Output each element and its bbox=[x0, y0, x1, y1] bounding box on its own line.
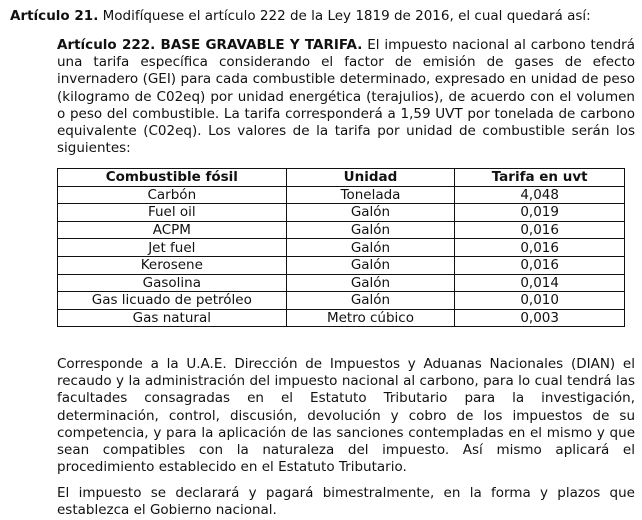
rate-cell: 0,016 bbox=[455, 221, 625, 239]
fuel-cell: Jet fuel bbox=[58, 239, 287, 257]
header-unit: Unidad bbox=[286, 169, 455, 187]
table-row bbox=[58, 292, 625, 310]
article-heading-text: Modifíquese el artículo 222 de la Ley 1819 de 2016, el cual quedará así: bbox=[98, 8, 591, 24]
fuel-cell: ACPM bbox=[58, 221, 287, 239]
unit-cell: Galón bbox=[286, 221, 455, 239]
article-number: Artículo 21. bbox=[10, 8, 99, 24]
unit-cell: Galón bbox=[286, 239, 455, 257]
header-rate: Tarifa en uvt bbox=[455, 169, 625, 187]
fuel-cell: Gas licuado de petróleo bbox=[58, 292, 287, 310]
rate-cell: 0,010 bbox=[455, 292, 625, 310]
header-fuel: Combustible fósil bbox=[58, 169, 287, 187]
rate-cell: 0,016 bbox=[455, 256, 625, 274]
tariff-table bbox=[57, 168, 625, 327]
table-row bbox=[58, 221, 625, 239]
table-row bbox=[58, 309, 625, 327]
rate-cell: 0,003 bbox=[455, 309, 625, 327]
unit-cell: Galón bbox=[286, 256, 455, 274]
rate-cell: 0,014 bbox=[455, 274, 625, 292]
fuel-cell: Carbón bbox=[58, 186, 287, 204]
dian-paragraph: Corresponde a la U.A.E. Dirección de Impuestos y Aduanas Nacionales (DIAN) el recaudo y la administración del impuesto nacional al carbono, para lo cual tendrá las facultades consagradas en el Estatuto Tributario para la investigación, determinación, control, discusión, devolución y cobro de los impuestos de su competencia, y para la aplicación de las sanciones contempladas en el mismo y que sean compatibles con la naturaleza del impuesto. Así mismo aplicará el procedimiento establecido en el Estatuto Tributario. bbox=[57, 356, 635, 476]
article-222-intro bbox=[57, 37, 635, 157]
article-222-text: El impuesto nacional al carbono tendrá una tarifa específica considerando el factor de emisión de gases de efecto invernadero (GEI) para cada combustible determinado, expresado en unidad de peso (kilogramo de C02eq) por unidad energética (terajulios), de acuerdo con el volumen o peso del combustible. La tarifa corresponderá a 1,59 UVT por tonelada de carbono equivalente (C02eq). Los valores de la tarifa por unidad de combustible serán los siguientes: bbox=[57, 37, 635, 157]
unit-cell: Galón bbox=[286, 274, 455, 292]
fuel-cell: Gasolina bbox=[58, 274, 287, 292]
unit-cell: Galón bbox=[286, 292, 455, 310]
unit-cell: Tonelada bbox=[286, 186, 455, 204]
article-222-title: Artículo 222. BASE GRAVABLE Y TARIFA. bbox=[57, 37, 363, 53]
table-row bbox=[58, 256, 625, 274]
fuel-cell: Kerosene bbox=[58, 256, 287, 274]
declaration-paragraph: El impuesto se declarará y pagará bimestralmente, en la forma y plazos que establezca el Gobierno nacional. bbox=[57, 485, 635, 519]
table-row bbox=[58, 204, 625, 222]
table-row bbox=[58, 186, 625, 204]
article-heading bbox=[10, 8, 591, 25]
table-header-row bbox=[58, 169, 625, 187]
table-row bbox=[58, 239, 625, 257]
rate-cell: 4,048 bbox=[455, 186, 625, 204]
rate-cell: 0,016 bbox=[455, 239, 625, 257]
rate-cell: 0,019 bbox=[455, 204, 625, 222]
unit-cell: Metro cúbico bbox=[286, 309, 455, 327]
unit-cell: Galón bbox=[286, 204, 455, 222]
fuel-cell: Fuel oil bbox=[58, 204, 287, 222]
table-row bbox=[58, 274, 625, 292]
fuel-cell: Gas natural bbox=[58, 309, 287, 327]
